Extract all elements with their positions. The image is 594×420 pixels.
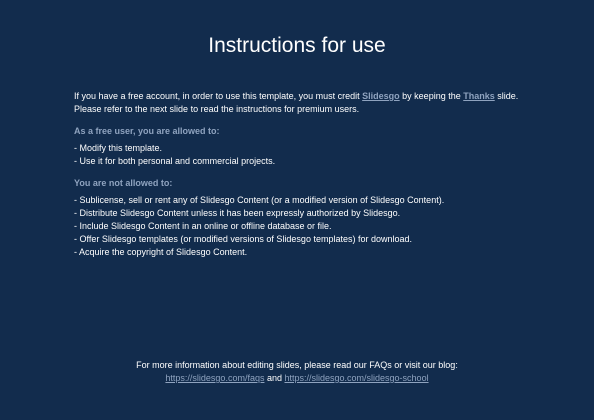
footer-and: and — [264, 373, 285, 383]
allowed-list — [74, 142, 526, 168]
footer — [0, 359, 594, 385]
list-item: - Acquire the copyright of Slidesgo Content. — [74, 247, 248, 257]
footer-links — [0, 372, 594, 385]
list-item: - Sublicense, sell or rent any of Slidesgo Content (or a modified version of Slidesgo Content). — [74, 195, 445, 205]
thanks-link[interactable]: Thanks — [463, 91, 495, 101]
not-allowed-list — [74, 194, 526, 259]
faqs-link[interactable]: https://slidesgo.com/faqs — [165, 373, 265, 383]
footer-text: For more information about editing slides, please read our FAQs or visit our blog: — [136, 360, 458, 370]
allowed-heading: As a free user, you are allowed to: — [74, 126, 220, 136]
slidesgo-school-link[interactable]: https://slidesgo.com/slidesgo-school — [284, 373, 429, 383]
list-item: - Use it for both personal and commercial projects. — [74, 156, 276, 166]
list-item: - Include Slidesgo Content in an online or offline database or file. — [74, 221, 332, 231]
page-title: Instructions for use — [208, 34, 386, 57]
list-item: - Modify this template. — [74, 143, 163, 153]
intro-paragraph — [74, 90, 526, 116]
intro-text-3: slide. Please refer to the next slide to read the instructions for premium users. — [74, 91, 519, 114]
list-item: - Offer Slidesgo templates (or modified versions of Slidesgo templates) for download. — [74, 234, 412, 244]
list-item: - Distribute Slidesgo Content unless it has been expressly authorized by Slidesgo. — [74, 208, 401, 218]
intro-text-1: If you have a free account, in order to use this template, you must credit — [74, 91, 363, 101]
slidesgo-link[interactable]: Slidesgo — [362, 91, 400, 101]
not-allowed-heading: You are not allowed to: — [74, 178, 173, 188]
intro-text-2: by keeping the — [399, 91, 464, 101]
instructions-body — [74, 90, 526, 259]
